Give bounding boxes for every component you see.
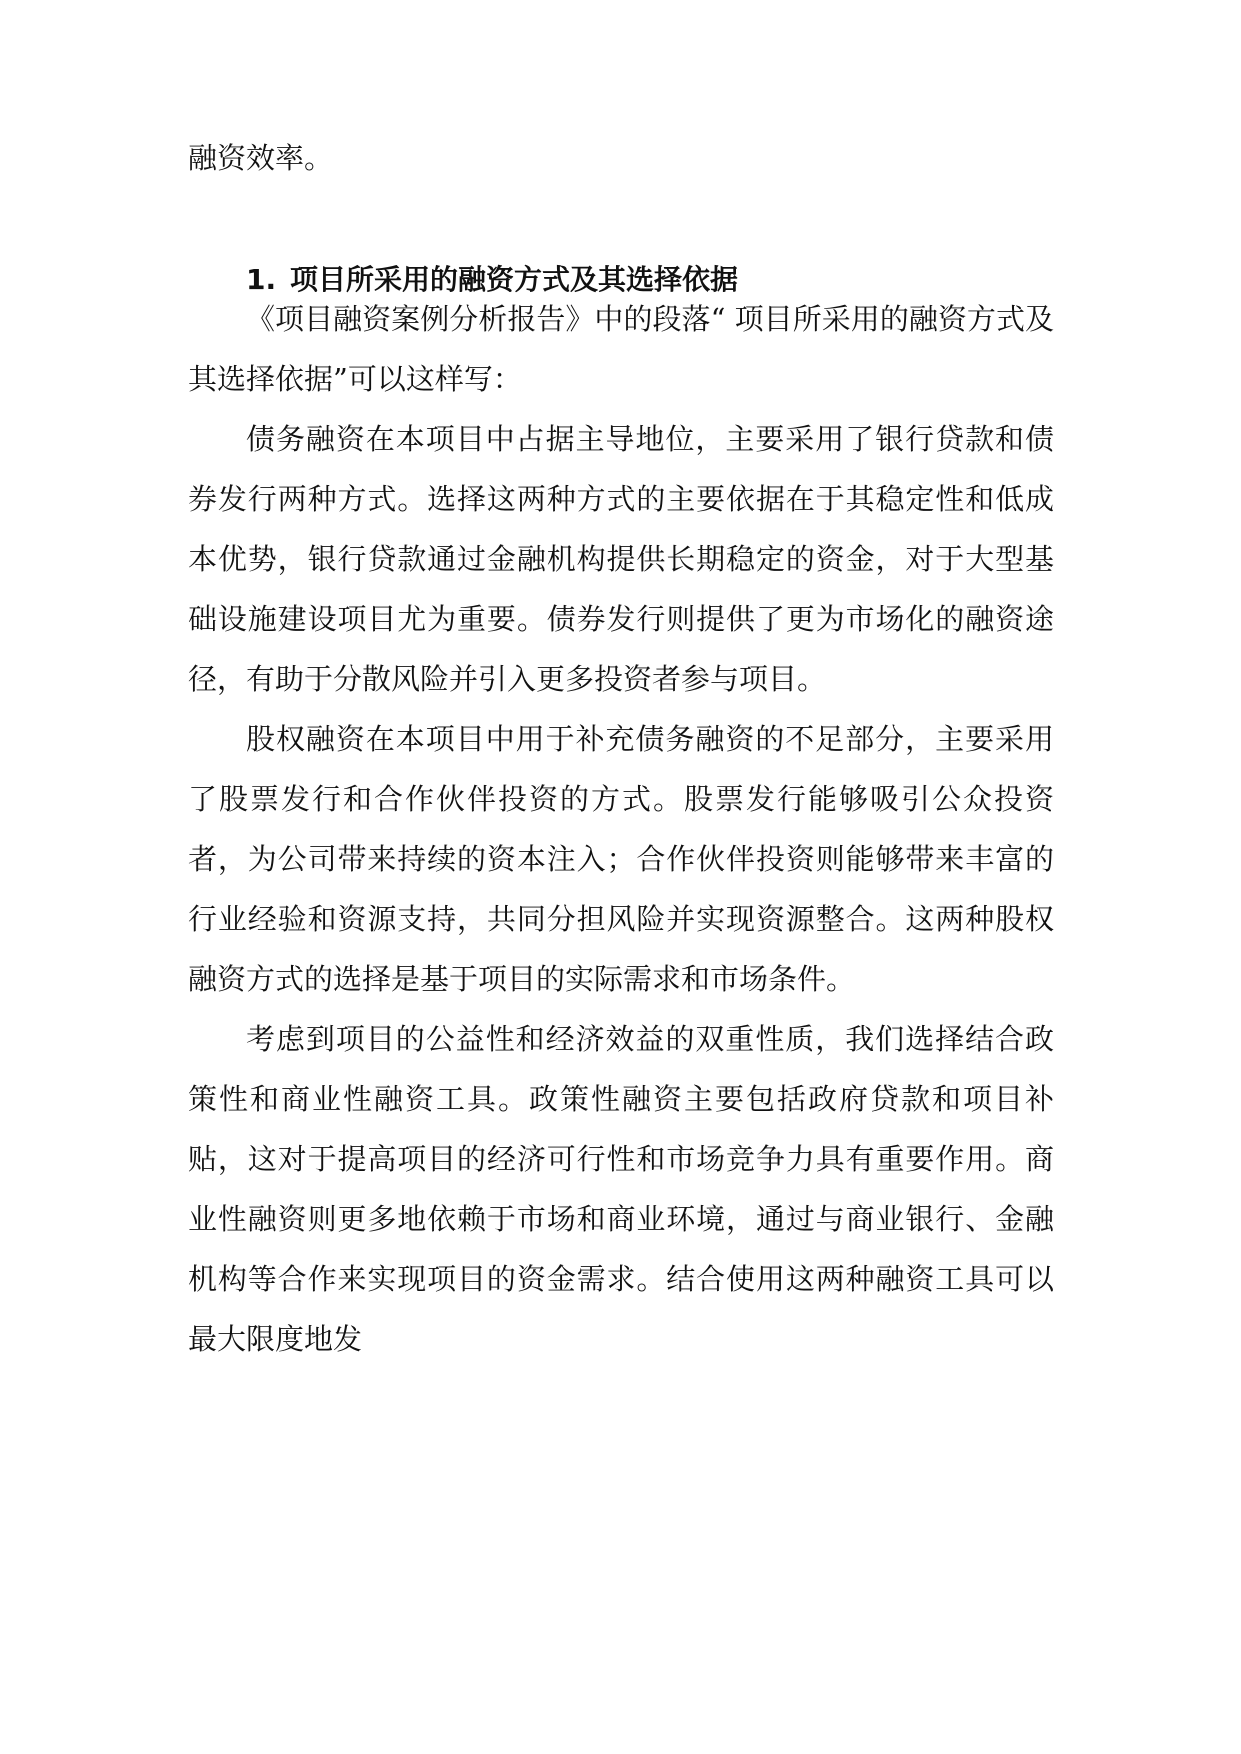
- body-text-block: [188, 289, 1054, 1369]
- continuation-text-block: [188, 128, 1054, 188]
- body-paragraph: 债务融资在本项目中占据主导地位，主要采用了银行贷款和债券发行两种方式。选择这两种方式的主要依据在于其稳定性和低成本优势，银行贷款通过金融机构提供长期稳定的资金，对于大型基础设施建设项目尤为重要。债券发行则提供了更为市场化的融资途径，有助于分散风险并引入更多投资者参与项目。: [188, 422, 1054, 696]
- body-paragraph: 《项目融资案例分析报告》中的段落“ 项目所采用的融资方式及其选择依据”可以这样写：: [188, 302, 1054, 396]
- body-paragraph: 股权融资在本项目中用于补充债务融资的不足部分，主要采用了股票发行和合作伙伴投资的方式。股票发行能够吸引公众投资者，为公司带来持续的资本注入；合作伙伴投资则能够带来丰富的行业经验和资源支持，共同分担风险并实现资源整合。这两种股权融资方式的选择是基于项目的实际需求和市场条件。: [188, 722, 1054, 996]
- body-paragraph: 考虑到项目的公益性和经济效益的双重性质，我们选择结合政策性和商业性融资工具。政策性融资主要包括政府贷款和项目补贴，这对于提高项目的经济可行性和市场竞争力具有重要作用。商业性融资则更多地依赖于市场和商业环境，通过与商业银行、金融机构等合作来实现项目的资金需求。结合使用这两种融资工具可以最大限度地发: [188, 1022, 1054, 1356]
- continuation-paragraph: 融资效率。: [188, 141, 334, 175]
- section-title: 项目所采用的融资方式及其选择依据: [290, 263, 739, 296]
- section-number: 1.: [246, 263, 277, 296]
